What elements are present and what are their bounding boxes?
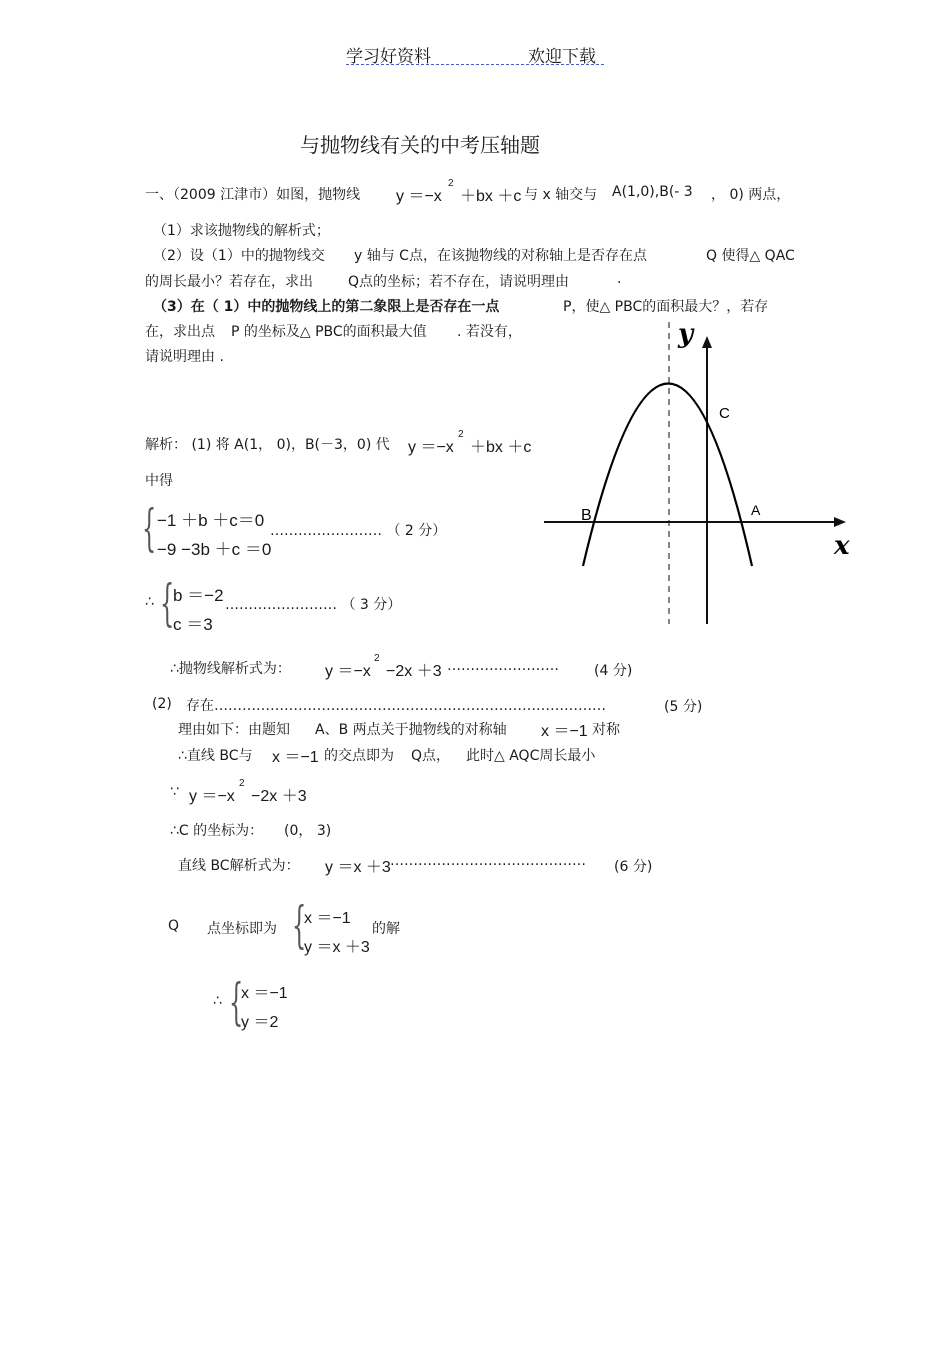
parabola-graph [538, 312, 858, 630]
line-bc-d: 此时△ AQC周长最小 [466, 748, 596, 764]
system-2-brace: { [160, 574, 175, 632]
intro-eq: y ＝−x [396, 188, 442, 205]
question-3-c: 在，求出点 [145, 324, 215, 340]
question-3-a: （3）在（ 1）中的抛物线上的第二象限上是否存在一点 [153, 299, 500, 315]
question-3-e: . 若没有， [457, 324, 522, 340]
y-axis-arrow-icon [702, 336, 712, 348]
line-bc-eq: x ＝−1 [272, 749, 319, 766]
system-2-row-2: c ＝3 [173, 615, 213, 634]
line-bc-b: 的交点即为 [324, 748, 394, 764]
system-1-row-2: −9 −3b ＋c ＝0 [157, 540, 272, 559]
reason-eq: x ＝−1 [541, 723, 588, 740]
system-1-row-1: −1 ＋b ＋c＝0 [157, 511, 265, 530]
system-4-row-1: x ＝−1 [241, 985, 288, 1002]
x-axis-label: x [834, 531, 850, 561]
intro-eq2: ＋bx ＋c [460, 188, 522, 205]
y-axis-label: y [678, 319, 694, 349]
part-2-score: (5 分) [664, 699, 703, 715]
question-3-d: P 的坐标及△ PBC的面积最大值 [231, 324, 427, 340]
reason-b: A、B 两点关于抛物线的对称轴 [315, 722, 507, 738]
solution-eq: y ＝−x [408, 439, 454, 456]
system-3-tail: 的解 [372, 921, 400, 937]
point-c-label: C [719, 405, 730, 422]
result-dots: …………………… [447, 658, 559, 674]
because-eq: y ＝−x [189, 788, 235, 805]
system-3-row-2: y ＝x ＋3 [304, 939, 370, 956]
system-1-brace: { [142, 499, 157, 557]
q-label: Q [168, 918, 180, 934]
header-underline [346, 64, 604, 65]
c-coord-label: ∴C 的坐标为： [170, 823, 264, 839]
result-label: ∴抛物线解析式为： [170, 661, 291, 677]
system-2-score: …………………… （ 3 分） [225, 597, 402, 613]
therefore-1: ∴ [145, 594, 154, 610]
question-2-f: . [617, 271, 622, 287]
header-left: 学习好资料 [346, 47, 431, 67]
x-axis-arrow-icon [834, 517, 846, 527]
bc-score: (6 分) [614, 859, 653, 875]
because-sup: 2 [239, 778, 245, 789]
page-title: 与抛物线有关的中考压轴题 [300, 133, 540, 157]
solution-tail: 中得 [145, 473, 173, 489]
because-eq2: −2x ＋3 [251, 788, 307, 805]
result-sup: 2 [374, 653, 380, 664]
therefore-2: ∴ [213, 993, 222, 1009]
question-2-d: 的周长最小？若存在，求出 [145, 274, 313, 290]
bc-eq-label: 直线 BC解析式为： [178, 858, 300, 874]
point-a-label: A [751, 502, 761, 518]
result-eq: y ＝−x [325, 663, 371, 680]
system-1-score: …………………… （ 2 分） [270, 523, 447, 539]
reason-c: 对称 [592, 722, 620, 738]
question-2-b: y 轴与 C点，在该抛物线的对称轴上是否存在点 [354, 248, 647, 264]
header-right: 欢迎下载 [528, 47, 596, 67]
bc-eq: y ＝x ＋3 [325, 859, 391, 876]
question-2-e: Q点的坐标；若不存在，请说明理由 [348, 274, 570, 290]
system-2-row-1: b ＝−2 [173, 586, 224, 605]
system-3-brace: { [292, 896, 307, 954]
system-3-row-1: x ＝−1 [304, 910, 351, 927]
q-text: 点坐标即为 [207, 921, 277, 937]
question-2-c: Q 使得△ QAC [706, 248, 795, 264]
because-symbol: ∵ [170, 784, 179, 800]
intro-sup: 2 [448, 178, 454, 189]
question-1: （1）求该抛物线的解析式； [153, 223, 330, 239]
c-coord: (0， 3) [284, 823, 332, 839]
bc-dots: …………………………………… [390, 853, 586, 869]
line-bc-a: ∴直线 BC与 [178, 748, 253, 764]
point-b-label: B [581, 507, 592, 524]
line-bc-c: Q点， [411, 748, 451, 764]
intro-suffix: 与 x 轴交与 [524, 187, 598, 203]
system-4-row-2: y ＝2 [241, 1014, 279, 1031]
part-2-text: 存在………………………………………………………………………… [186, 698, 606, 714]
reason-a: 理由如下：由题知 [178, 722, 290, 738]
intro-prefix: 一、（2009 江津市）如图，抛物线 [145, 187, 361, 203]
solution-sup: 2 [458, 429, 464, 440]
question-2-a: （2）设（1）中的抛物线交 [153, 248, 325, 264]
system-4-brace: { [229, 973, 244, 1031]
intro-end: ， 0) 两点， [711, 187, 791, 203]
intro-points: A(1,0),B(- 3 [612, 184, 693, 200]
question-3-f: 请说明理由 . [145, 349, 224, 365]
result-eq2: −2x ＋3 [386, 663, 442, 680]
solution-intro: 解析： (1) 将 A(1， 0)，B(－3，0) 代 [145, 437, 390, 453]
part-2-label: (2) [152, 696, 172, 712]
result-score: (4 分) [594, 663, 633, 679]
solution-eq2: ＋bx ＋c [470, 439, 532, 456]
question-3-b: P，使△ PBC的面积最大？，若存 [563, 299, 769, 315]
